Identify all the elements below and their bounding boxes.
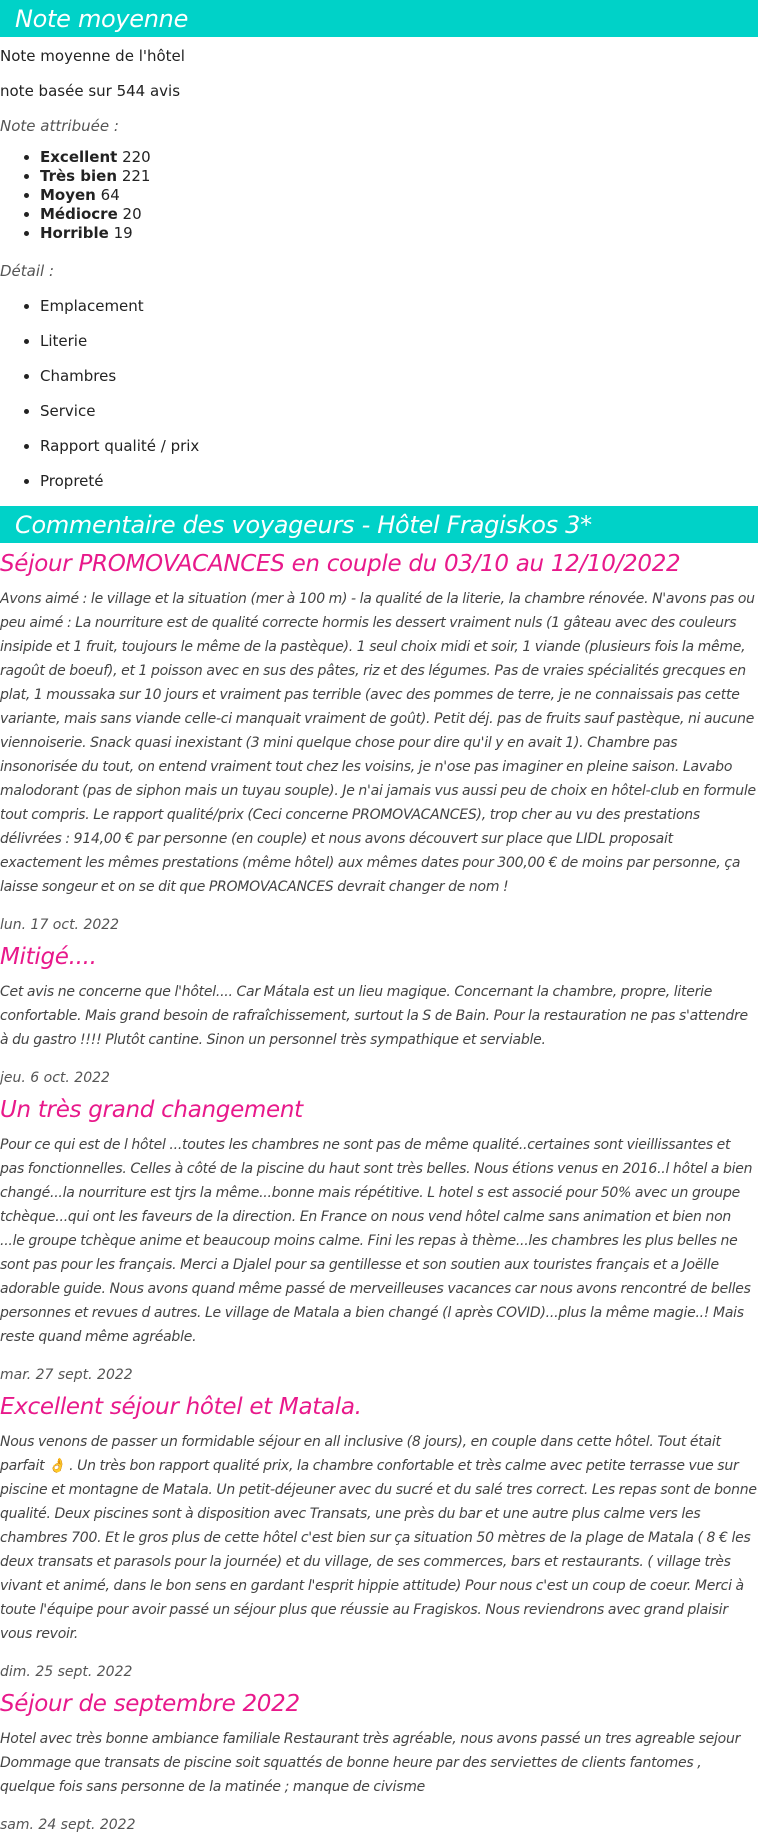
review-date: dim. 25 sept. 2022 — [0, 1664, 133, 1680]
rating-count: 20 — [122, 205, 142, 223]
review-count-text: note basée sur 544 avis — [0, 82, 181, 100]
review-item — [0, 1690, 758, 1835]
review-text: Nous venons de passer un formidable séjour en all inclusive (8 jours), en couple dans cette hôtel. Tout était parfait 👌 . Un très bon rapport qualité prix, la chambre confortable et très calme avec petite terrasse vue sur piscine et montagne de Matala. Un petit-déjeuner avec du sucré et du salé tres correct. Les repas sont de bonne qualité. Deux piscines sont à disposition avec Transats, une près du bar et une autre plus calme vers les chambres 700. Et le gros plus de cette hôtel c'est bien sur ça situation 50 mètres de la plage de Matala ( 8 € les deux transats et parasols pour la journée) et du village, de ses commerces, bars et restaurants. ( village très vivant et animé, dans le bon sens en gardant l'esprit hippie attitude) Pour nous c'est un coup de coeur. Merci à toute l'équipe pour avoir passé un séjour plus que réussie au Fragiskos. Nous reviendrons avec grand plaisir vous revoir. — [0, 1434, 757, 1642]
review-item — [0, 550, 758, 935]
detail-list — [0, 296, 758, 491]
review-title: Séjour de septembre 2022 — [0, 1691, 300, 1717]
review-title: Un très grand changement — [0, 1097, 303, 1123]
rating-label: Moyen — [40, 186, 96, 204]
rating-label: Excellent — [40, 148, 118, 166]
detail-item: • Service — [40, 401, 758, 421]
rating-item — [40, 186, 758, 205]
detail-item: • Rapport qualité / prix — [40, 436, 758, 456]
rating-label: Horrible — [40, 224, 109, 242]
rating-count: 221 — [121, 167, 151, 185]
ratings-label: Note attribuée : — [0, 117, 119, 135]
review-title: Mitigé.... — [0, 944, 97, 970]
review-title: Séjour PROMOVACANCES en couple du 03/10 au 12/10/2022 — [0, 551, 681, 577]
review-item — [0, 1096, 758, 1385]
rating-item — [40, 205, 758, 224]
review-date: jeu. 6 oct. 2022 — [0, 1070, 110, 1086]
average-rating-header — [0, 0, 758, 37]
average-rating-title: Note moyenne — [15, 4, 189, 33]
rating-label: Médiocre — [40, 205, 118, 223]
review-date: sam. 24 sept. 2022 — [0, 1817, 136, 1833]
section-average-rating — [0, 0, 758, 491]
review-item — [0, 1393, 758, 1682]
rating-item — [40, 148, 758, 167]
reviews-title: Commentaire des voyageurs - Hôtel Fragiskos 3* — [15, 510, 592, 539]
detail-label: Détail : — [0, 262, 55, 280]
hotel-rating-label: Note moyenne de l'hôtel — [0, 47, 185, 65]
review-date: lun. 17 oct. 2022 — [0, 917, 120, 933]
review-text: Cet avis ne concerne que l'hôtel.... Car Mátala est un lieu magique. Concernant la chambre, propre, literie confortable. Mais grand besoin de rafraîchissement, surtout la S de Bain. Pour la restauration ne pas s'attendre à du gastro !!!! Plutôt cantine. Sinon un personnel très sympathique et serviable. — [0, 984, 748, 1048]
section-traveler-reviews — [0, 506, 758, 1835]
review-text: Hotel avec très bonne ambiance familiale Restaurant très agréable, nous avons passé un tres agreable sejour Dommage que transats de piscine soit squattés de bonne heure par des serviettes de clients fantomes , quelque fois sans personne de la matinée ; manque de civisme — [0, 1731, 741, 1795]
rating-item — [40, 224, 758, 243]
reviews-header — [0, 506, 758, 543]
review-text: Pour ce qui est de l hôtel ...toutes les chambres ne sont pas de même qualité..certaines sont vieillissantes et pas fonctionnelles. Celles à côté de la piscine du haut sont très belles. Nous étions venus en 2016..l hôtel a bien changé...la nourriture est tjrs la même...bonne mais répétitive. L hotel s est associé pour 50% avec un groupe tchèque...qui ont les faveurs de la direction. En France on nous vend hôtel calme sans animation et bien non ...le groupe tchèque anime et beaucoup moins calme. Fini les repas à thème...les chambres les plus belles ne sont pas pour les français. Merci a Djalel pour sa gentillesse et son soutien aux touristes français et a Joëlle adorable guide. Nous avons quand même passé de merveilleuses vacances car nous avons rencontré de belles personnes et revues d autres. Le village de Matala a bien changé (l après COVID)...plus la même magie..! Mais reste quand même agréable. — [0, 1137, 753, 1345]
review-date: mar. 27 sept. 2022 — [0, 1367, 133, 1383]
detail-item: • Chambres — [40, 366, 758, 386]
detail-item: • Literie — [40, 331, 758, 351]
rating-count: 220 — [122, 148, 151, 166]
review-title: Excellent séjour hôtel et Matala. — [0, 1394, 362, 1420]
review-item — [0, 943, 758, 1088]
detail-item: • Propreté — [40, 471, 758, 491]
ratings-list — [0, 148, 758, 243]
rating-label: Très bien — [40, 167, 118, 185]
detail-item: • Emplacement — [40, 296, 758, 316]
rating-count: 19 — [113, 224, 133, 242]
rating-item — [40, 167, 758, 186]
review-text: Avons aimé : le village et la situation (mer à 100 m) - la qualité de la literie, la chambre rénovée. N'avons pas ou peu aimé : La nourriture est de qualité correcte hormis les dessert vraiment nuls (1 gâteau avec des couleurs insipide et 1 fruit, toujours le même de la pastèque). 1 seul choix midi et soir, 1 viande (plusieurs fois la même, ragoût de boeuf), et 1 poisson avec en sus des pâtes, riz et des légumes. Pas de vraies spécialités grecques en plat, 1 moussaka sur 10 jours et vraiment pas terrible (avec des pommes de terre, je ne connaissais pas cette variante, mais sans viande celle-ci manquait vraiment de goût). Petit déj. pas de fruits sauf pastèque, ni aucune viennoiserie. Snack quasi inexistant (3 mini quelque chose pour dire qu'il y en avait 1). Chambre pas insonorisée du tout, on entend vraiment tout chez les voisins, je n'ose pas imaginer en pleine saison. Lavabo malodorant (pas de siphon mais un tuyau souple). Je n'ai jamais vus aussi peu de choix en hôtel-club en formule tout compris. Le rapport qualité/prix (Ceci concerne PROMOVACANCES), trop cher au vu des prestations délivrées : 914,00 € par personne (en couple) et nous avons découvert sur place que LIDL proposait exactement les mêmes prestations (même hôtel) aux mêmes dates pour 300,00 € de moins par personne, ça laisse songeur et on se dit que PROMOVACANCES devrait changer de nom ! — [0, 591, 756, 895]
rating-count: 64 — [100, 186, 120, 204]
